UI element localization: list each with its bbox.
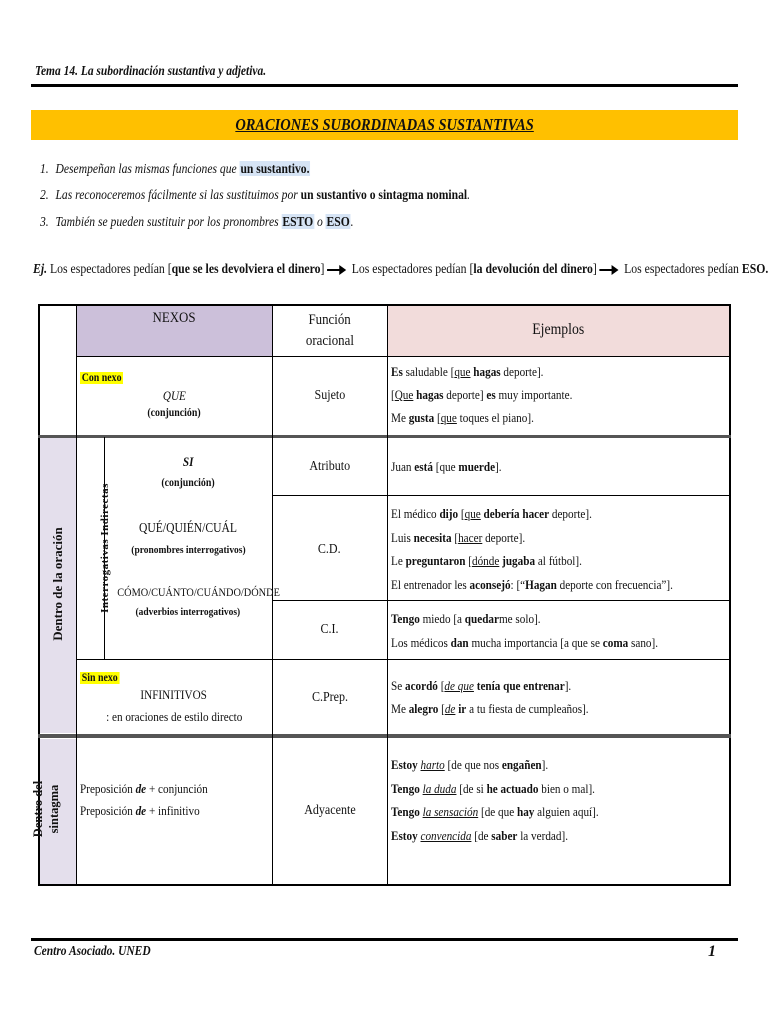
footer-rule: [31, 938, 738, 941]
nexo-infinitivos-sub: : en oraciones de estilo directo: [105, 709, 243, 724]
nexo-ccc-sub: (adverbios interrogativos): [135, 606, 241, 618]
nexo-que: QUE: [162, 388, 186, 403]
section-banner: [31, 110, 738, 140]
header-nexos: NEXOS: [152, 310, 196, 326]
example-cd-1: El médico dijo [que debería hacer deporte].: [391, 506, 592, 521]
side-label-interrogativas: Interrogativas Indirectas: [99, 483, 111, 613]
arrow-icon: [599, 265, 618, 275]
funcion-adyacente: Adyacente: [303, 803, 356, 818]
header-funcion: Función oracional: [305, 312, 354, 349]
example-adyacente-1: Estoy harto [de que nos engañen].: [391, 757, 549, 772]
nexo-si-sub: (conjunción): [161, 477, 215, 489]
row-line: [76, 659, 730, 660]
header-rule: [31, 84, 738, 87]
example-sujeto-1: Es saludable [que hagas deporte].: [391, 364, 544, 379]
side-label-sintagma: Dentro del sintagma: [31, 780, 61, 838]
page-number: 1: [708, 943, 716, 960]
row-line: [76, 356, 730, 357]
table-border: [38, 884, 731, 886]
nexo-que-quien-cual: QUÉ/QUIÉN/CUÁL: [138, 520, 238, 535]
badge-sin-nexo: Sin nexo: [81, 672, 118, 684]
example-ci-1: Tengo miedo [a quedarme solo].: [391, 611, 541, 626]
example-adyacente-4: Estoy convencida [de saber la verdad].: [391, 828, 568, 843]
funcion-sujeto: Sujeto: [314, 388, 345, 403]
nexo-prep-conjuncion: Preposición de + conjunción: [80, 781, 208, 796]
example-cprep-2: Me alegro [de ir a tu fiesta de cumpleaños].: [391, 701, 589, 716]
example-atributo: Juan está [que muerde].: [391, 459, 502, 474]
example-cprep-1: Se acordó [de que tenía que entrenar].: [391, 678, 572, 693]
section-separator: [38, 734, 731, 738]
nexo-qqc-sub: (pronombres interrogativos): [130, 544, 246, 556]
footer-text: Centro Asociado. UNED: [34, 944, 151, 959]
row-line: [272, 495, 730, 496]
example-line: Ej. Los espectadores pedían [que se les devolviera el dinero] Los espectadores pedían [la devolución del dinero] Los espectadores pedían ESO.: [33, 261, 768, 276]
funcion-atributo: Atributo: [309, 459, 350, 474]
nexo-prep-infinitivo: Preposición de + infinitivo: [80, 803, 200, 818]
section-separator: [38, 435, 731, 438]
arrow-icon: [327, 265, 346, 275]
badge-con-nexo: Con nexo: [81, 372, 122, 384]
document-header: Tema 14. La subordinación sustantiva y adjetiva.: [35, 64, 267, 79]
point-2: 2. Las reconoceremos fácilmente si las sustituimos por un sustantivo o sintagma nominal.: [40, 187, 471, 202]
funcion-cprep: C.Prep.: [311, 690, 348, 705]
col-line: [387, 305, 388, 885]
funcion-ci: C.I.: [320, 622, 339, 637]
nexo-que-sub: (conjunción): [147, 407, 201, 419]
nexo-como-cuanto: CÓMO/CUÁNTO/CUÁNDO/DÓNDE: [117, 585, 280, 599]
point-1: 1. Desempeñan las mismas funciones que un sustantivo.: [40, 161, 310, 176]
example-adyacente-2: Tengo la duda [de si he actuado bien o mal].: [391, 781, 595, 796]
example-ci-2: Los médicos dan mucha importancia [a que se coma sano].: [391, 635, 659, 650]
header-ejemplos: Ejemplos: [532, 321, 585, 338]
example-sujeto-2: [Que hagas deporte] es muy importante.: [391, 387, 573, 402]
row-line: [272, 600, 730, 601]
example-cd-3: Le preguntaron [dónde jugaba al fútbol].: [391, 553, 582, 568]
nexo-si: SI: [182, 454, 194, 469]
side-label-oracion: Dentro de la oración: [50, 527, 65, 641]
table-border: [729, 304, 731, 886]
section-title: ORACIONES SUBORDINADAS SUSTANTIVAS: [235, 115, 534, 134]
example-cd-2: Luis necesita [hacer deporte].: [391, 530, 526, 545]
point-3: 3. También se pueden sustituir por los pronombres ESTO o ESO.: [40, 214, 354, 229]
table-border: [38, 304, 731, 306]
example-sujeto-3: Me gusta [que toques el piano].: [391, 410, 534, 425]
nexo-infinitivos: INFINITIVOS: [140, 687, 208, 702]
funcion-cd: C.D.: [318, 542, 341, 557]
example-cd-4: El entrenador les aconsejó: [“Hagan deporte con frecuencia”].: [391, 577, 673, 592]
example-adyacente-3: Tengo la sensación [de que hay alguien aquí].: [391, 804, 599, 819]
